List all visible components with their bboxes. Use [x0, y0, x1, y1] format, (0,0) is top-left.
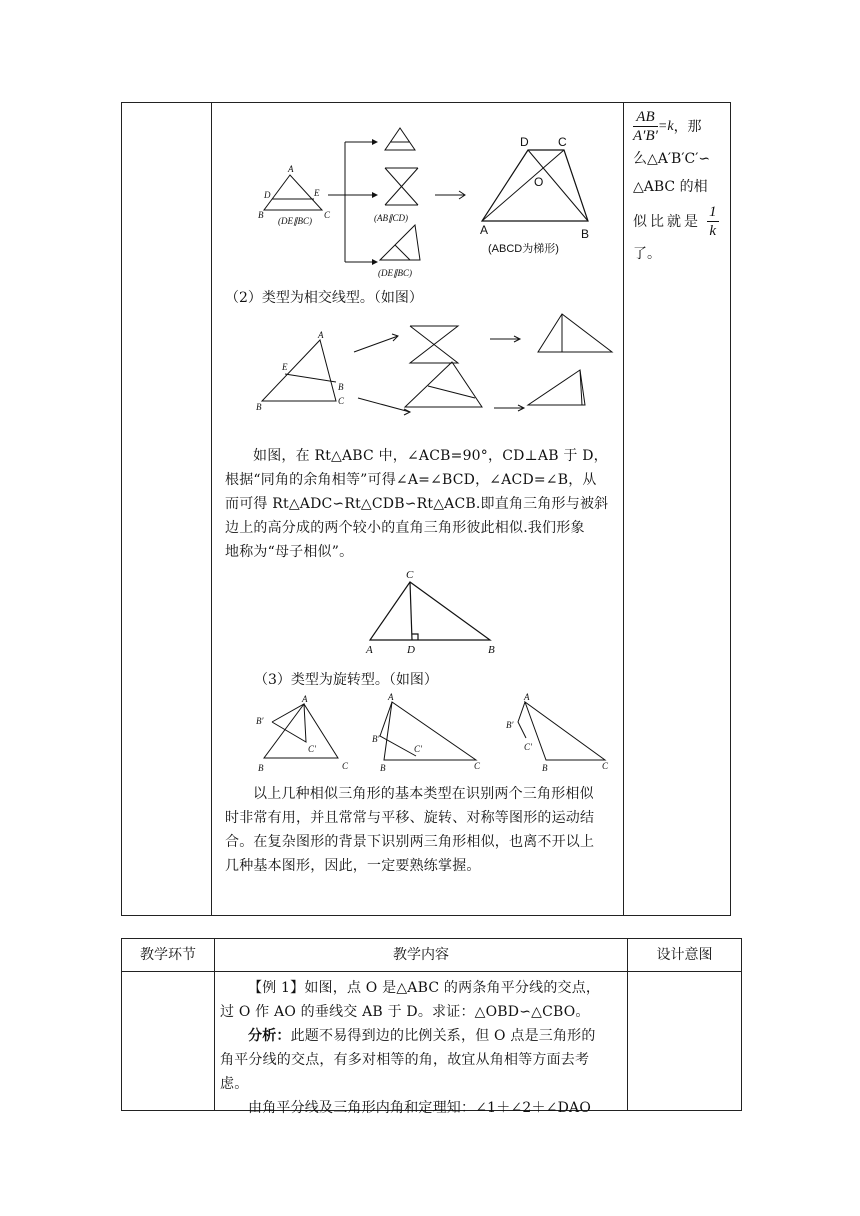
label-e: E: [314, 188, 320, 198]
figure-rotation-type: [250, 692, 620, 776]
mid-caption: (AB∥CD): [374, 213, 408, 223]
lower-table-right-border: [741, 938, 742, 1111]
rt-line-5: 地称为“母子相似”。: [225, 544, 354, 560]
type3-heading: （3）类型为旋转型。（如图）: [254, 672, 438, 688]
low-caption: (DE∥BC): [378, 268, 412, 278]
ratio-denominator: A′B′: [633, 128, 658, 144]
rt-line-2: 根据“同角的余角相等”可得∠A=∠BCD，∠ACD=∠B，从: [225, 472, 597, 488]
fig4-label-bprime2: B′: [372, 734, 380, 744]
ratio-numerator: AB: [633, 108, 658, 127]
example-line-2: 过 O 作 AO 的垂线交 AB 于 D。求证：△OBD∽△CBO。: [220, 1004, 590, 1020]
fig3-label-b: B: [488, 644, 495, 656]
trap-label-a: A: [480, 223, 489, 237]
header-teaching-step: 教学环节: [140, 947, 196, 963]
analysis-line-3: 虑。: [220, 1076, 249, 1092]
fig2-label-b2: B: [256, 402, 262, 412]
fig2-label-a: A: [318, 330, 324, 340]
fig4-label-a3: A: [524, 692, 530, 702]
fig3-label-d: D: [407, 644, 415, 656]
fig4-label-b2: B: [380, 763, 386, 773]
summary-line-1: 以上几种相似三角形的基本类型在识别两个三角形相似: [253, 786, 594, 802]
header-design-intent: 设计意图: [656, 947, 713, 963]
figure-right-triangle-altitude: [360, 564, 510, 656]
ratio-note-line5: 了。: [633, 246, 661, 262]
example-1-block: [220, 976, 622, 1120]
ratio-fraction: [633, 108, 658, 145]
trap-label-c: C: [558, 135, 567, 149]
rt-line-3: 而可得 Rt△ADC∽Rt△CDB∽Rt△ACB.即直角三角形与被斜: [225, 496, 609, 512]
reciprocal-fraction: [707, 203, 719, 240]
analysis-line-2: 角平分线的交点，有多对相等的角，故宜从角相等方面去考: [220, 1052, 590, 1068]
figure-parallel-type: [250, 120, 620, 280]
fig2-label-b1: B: [338, 382, 344, 392]
similarity-ratio-note: [633, 108, 725, 266]
analysis-line-1: 此题不易得到边的比例关系，但 O 点是三角形的: [290, 1028, 596, 1044]
fig4-label-c1: C: [342, 761, 349, 771]
upper-table-bottom-border: [121, 915, 731, 916]
fig4-label-bprime3: B′: [506, 720, 514, 730]
summary-line-3: 合。在复杂图形的背景下识别两三角形相似，也离不开以上: [225, 834, 595, 850]
summary-line-4: 几种基本图形，因此，一定要熟练掌握。: [225, 858, 481, 874]
summary-paragraph: [225, 782, 619, 878]
fig4-label-cprime3: C′: [524, 742, 532, 752]
fig4-label-c2: C: [474, 761, 481, 771]
trap-caption: (ABCD为梯形): [488, 243, 559, 255]
fig3-label-c: C: [406, 569, 414, 581]
summary-line-2: 时非常有用，并且常常与平移、旋转、对称等图形的运动结: [225, 810, 595, 826]
ratio-note-line1: ，那: [673, 118, 702, 135]
upper-table-col-divider-2: [623, 102, 624, 916]
ratio-equals-k: =k: [657, 118, 674, 134]
fig3-label-a: A: [366, 644, 373, 656]
upper-table-col-divider-1: [211, 102, 212, 916]
fig2-label-c: C: [338, 396, 345, 406]
fig4-label-c3: C: [602, 761, 609, 771]
fig4-label-cprime2: C′: [414, 744, 422, 754]
main-caption: (DE∥BC): [278, 216, 312, 226]
reciprocal-denominator: k: [709, 223, 717, 239]
fig4-label-a2: A: [388, 692, 394, 702]
label-b: B: [258, 210, 264, 220]
angle-bisector-line: 由角平分线及三角形内角和定理知：∠1＋∠2＋∠DAO: [248, 1100, 592, 1116]
ratio-note-line2: 么△A′B′C′∽: [633, 151, 711, 167]
rt-paragraph: [225, 444, 619, 564]
upper-table-left-border: [121, 102, 122, 916]
header-teaching-content: 教学内容: [393, 947, 449, 963]
ratio-note-line3: △ABC 的相: [633, 179, 708, 195]
rt-line-1: 如图，在 Rt△ABC 中，∠ACB=90°，CD⊥AB 于 D，: [253, 448, 608, 464]
fig4-label-bprime1: B′: [256, 716, 264, 726]
type2-heading: （2）类型为相交线型。（如图）: [225, 290, 423, 306]
upper-table-right-border: [730, 102, 731, 916]
trap-label-d: D: [520, 135, 529, 149]
fig4-label-cprime1: C′: [308, 744, 316, 754]
fig4-label-a1: A: [302, 694, 308, 704]
example-line-1: 【例 1】如图，点 O 是△ABC 的两条角平分线的交点，: [248, 980, 601, 996]
label-a: A: [288, 164, 294, 174]
analysis-label: 分析：: [248, 1028, 291, 1044]
reciprocal-numerator: 1: [709, 204, 717, 220]
trap-label-o: O: [534, 175, 544, 189]
figure-intersecting-type: [250, 312, 620, 417]
fig2-label-e: E: [282, 362, 288, 372]
upper-table-top-border: [121, 102, 731, 103]
label-c: C: [324, 210, 331, 220]
rt-line-4: 边上的高分成的两个较小的直角三角形彼此相似.我们形象: [225, 520, 585, 536]
ratio-note-line4: 似比就是: [633, 213, 701, 230]
fig4-label-b1: B: [258, 763, 264, 773]
trap-label-b: B: [581, 227, 590, 241]
fig4-label-b3: B: [542, 763, 548, 773]
label-d: D: [264, 190, 271, 200]
